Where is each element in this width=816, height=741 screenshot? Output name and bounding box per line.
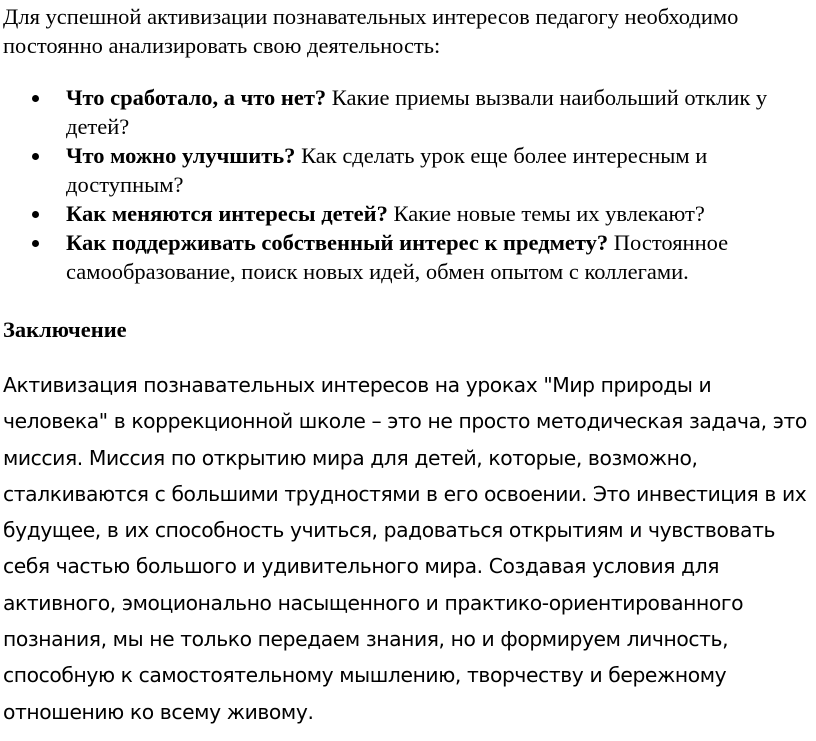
question-answer: Как сделать урок еще более интересным и доступным? [66,143,708,197]
bullet-icon [32,240,39,247]
bullet-icon [32,153,39,160]
list-item [0,141,816,199]
reflection-questions-list [0,83,816,286]
question-answer: Какие новые темы их увлекают? [387,201,705,226]
list-item [0,228,816,286]
question-bold: Что можно улучшить? [66,143,296,168]
question-answer: Какие приемы вызвали наибольший отклик у детей? [66,85,768,139]
conclusion-paragraph: Активизация познавательных интересов на уроках "Мир природы и человека" в коррекционной школе – это не просто методическая задача, это миссия. Миссия по открытию мира для детей, которые, возможно, сталкиваются с большими трудностями в его освоении. Это инвестиция в их будущее, в их способность учиться, радоваться открытиям и чувствовать себя частью большого и удивительного мира. Создавая условия для активного, эмоционально насыщенного и практико-ориентированного познания, мы не только передаем знания, но и формируем личность, способную к самостоятельному мышлению, творчеству и бережному отношению ко всему живому. [3,373,807,724]
list-item [0,199,816,228]
list-item [0,83,816,141]
intro-paragraph: Для успешной активизации познавательных интересов педагогу необходимо постоянно анализировать свою деятельность: [3,4,739,58]
question-bold: Как меняются интересы детей? [66,201,388,226]
bullet-icon [32,211,39,218]
question-bold: Что сработало, а что нет? [66,85,327,110]
conclusion-heading: Заключение [3,317,127,342]
bullet-icon [32,95,39,102]
question-bold: Как поддерживать собственный интерес к предмету? [66,230,609,255]
question-answer: Постоянное самообразование, поиск новых идей, обмен опытом с коллегами. [66,230,729,284]
